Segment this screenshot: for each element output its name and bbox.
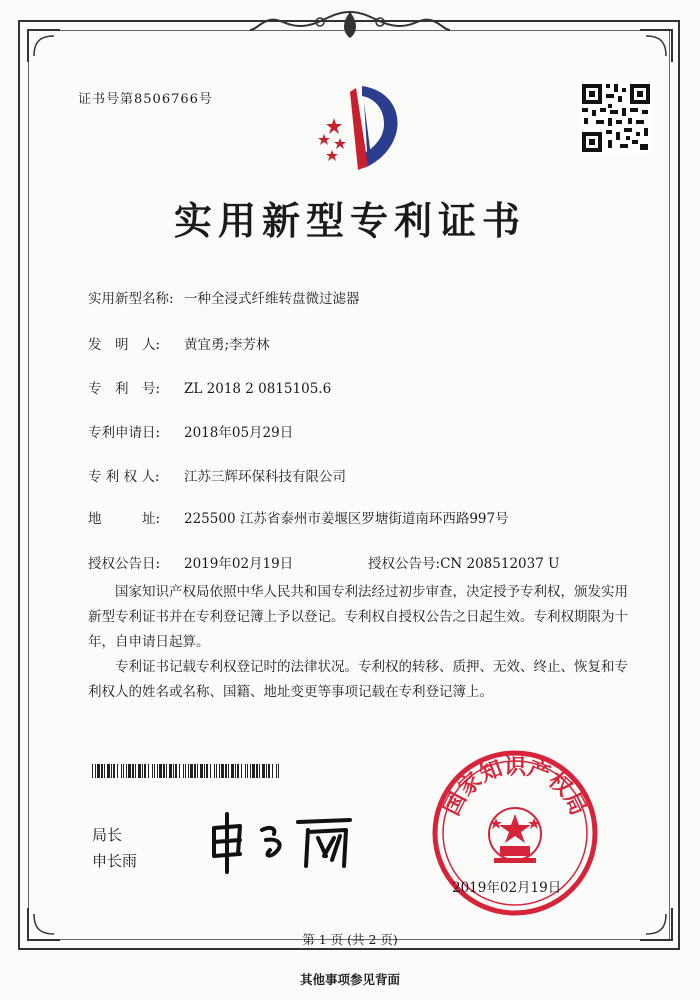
- field-label: 发 明 人:: [88, 337, 161, 353]
- field-address: [88, 507, 509, 527]
- field-value: 225500 江苏省泰州市姜堰区罗塘街道南环西路997号: [184, 511, 509, 527]
- field-value: ZL 2018 2 0815105.6: [184, 381, 332, 397]
- field-value: 黄宜勇;李芳林: [184, 337, 270, 353]
- field-label: 专 利 号:: [88, 381, 161, 397]
- field-value: 一种全浸式纤维转盘微过滤器: [184, 291, 360, 307]
- field-value: CN 208512037 U: [440, 556, 560, 572]
- field-grant-number: [368, 552, 559, 572]
- field-inventor: [88, 333, 270, 353]
- field-label: 授权公告日:: [88, 556, 161, 572]
- field-grant-date: [88, 552, 293, 572]
- top-ornament: [250, 8, 450, 42]
- back-note: 其他事项参见背面: [299, 972, 400, 987]
- field-label: 实用新型名称:: [88, 291, 174, 307]
- signatory-title: 局长: [92, 826, 123, 844]
- svg-text:国家知识产权局: [440, 755, 591, 820]
- field-value: 江苏三辉环保科技有限公司: [184, 469, 346, 485]
- handwritten-signature: [200, 800, 370, 880]
- body-paragraph-2: 专利证书记载专利权登记时的法律状况。专利权的转移、质押、无效、终止、恢复和专利权人的姓名或名称、国籍、地址变更等事项记载在专利登记簿上。: [88, 659, 628, 700]
- page-indicator: 第 1 页 (共 2 页): [302, 932, 398, 947]
- field-label: 授权公告号:: [368, 556, 441, 572]
- qr-code-icon: [580, 82, 652, 154]
- field-utility-model-name: [88, 287, 360, 307]
- patent-office-logo: [310, 78, 410, 178]
- corner-ornament-top-left: [24, 26, 64, 66]
- seal-text: 国家知识产权局: [439, 755, 591, 820]
- certificate-number: 证书号第8506766号: [78, 92, 213, 107]
- body-paragraph-1: 国家知识产权局依照中华人民共和国专利法经过初步审查，决定授予专利权，颁发实用新型专利证书并在专利登记簿上予以登记。专利权自授权公告之日起生效。专利权期限为十年，自申请日起算。: [88, 584, 628, 650]
- field-application-date: [88, 421, 293, 441]
- field-value: 2018年05月29日: [184, 425, 294, 441]
- corner-ornament-top-right: [636, 26, 676, 66]
- field-label: 专利申请日:: [88, 425, 161, 441]
- field-label: 专 利 权 人:: [88, 469, 160, 485]
- field-label: 地 址:: [88, 511, 161, 527]
- barcode-icon: [92, 764, 282, 778]
- field-patentee: [88, 465, 346, 485]
- signatory-name: 申长雨: [92, 852, 138, 870]
- seal-date: 2019年02月19日: [452, 880, 562, 896]
- certificate-title: 实用新型专利证书: [173, 198, 526, 243]
- field-value: 2019年02月19日: [184, 556, 294, 572]
- field-patent-number: [88, 377, 331, 397]
